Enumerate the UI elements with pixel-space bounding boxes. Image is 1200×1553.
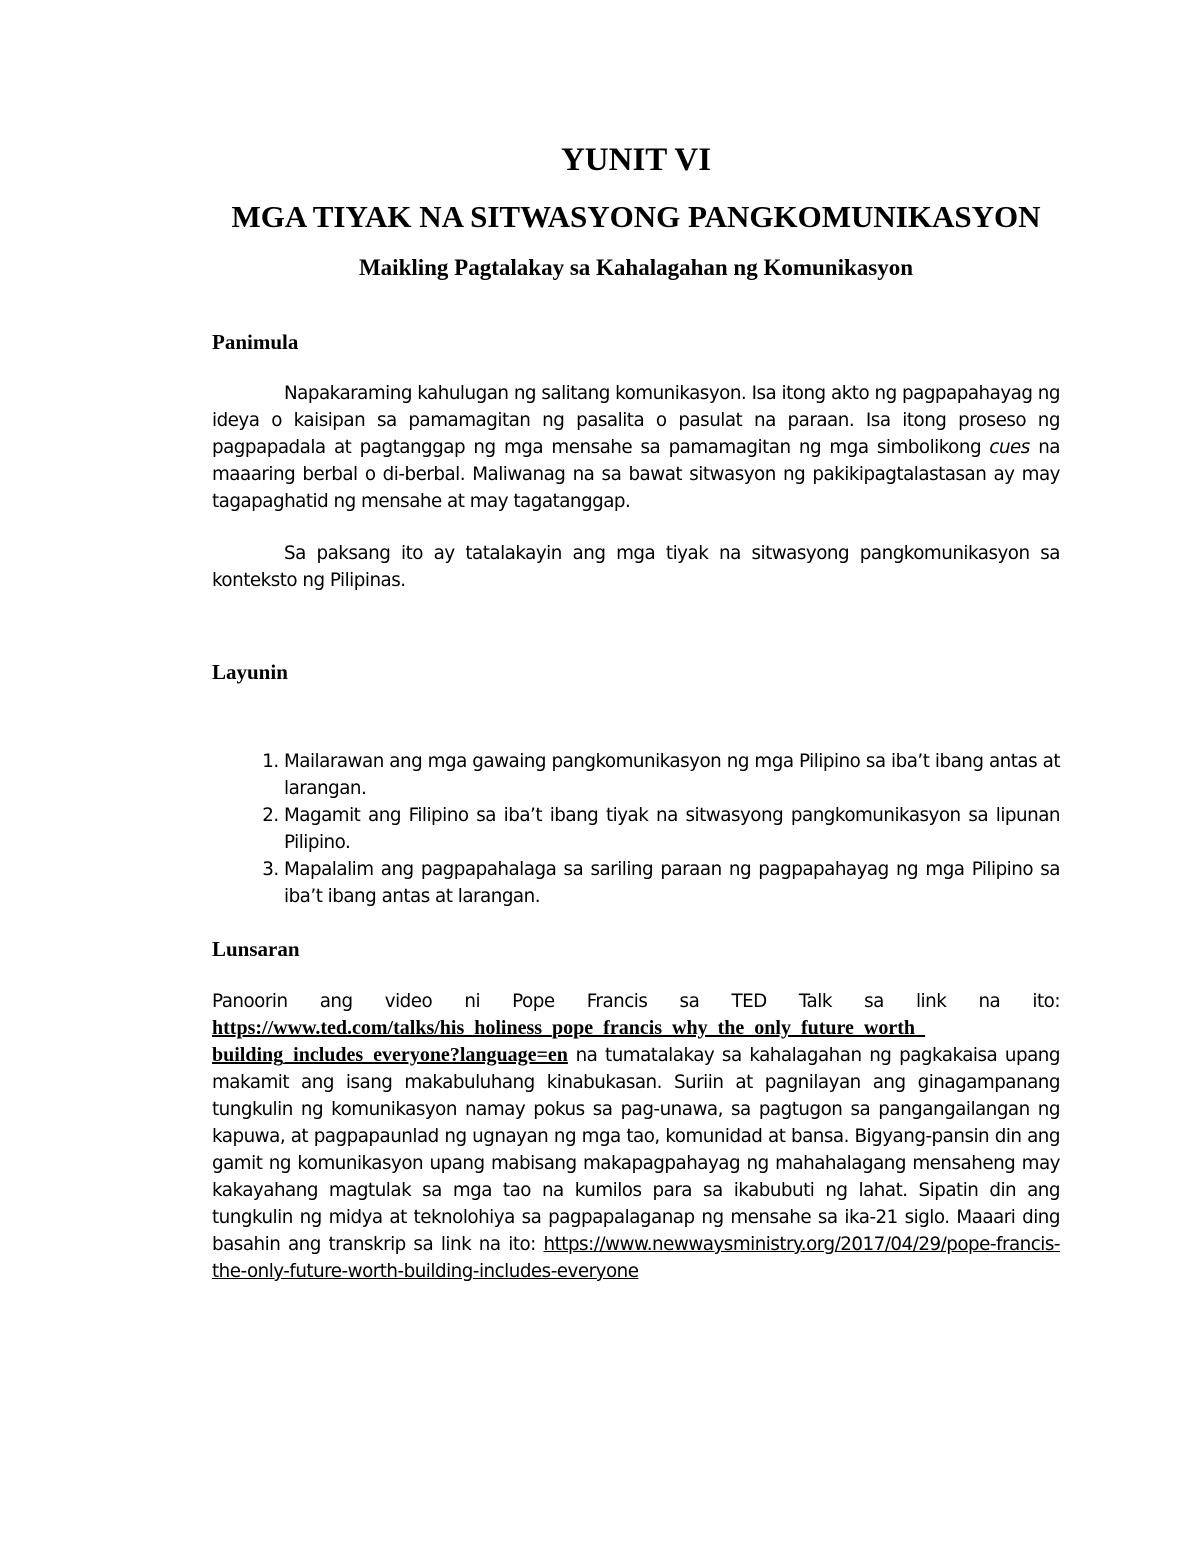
document-title: MGA TIYAK NA SITWASYONG PANGKOMUNIKASYON — [231, 199, 1041, 234]
panimula-text-end: na maaaring berbal o di-berbal. Maliwanag na sa bawat sitwasyon ng pakikipagtalastasan ay may tagapaghatid ng mensahe at may tagatanggap. — [212, 437, 1060, 512]
lunsaran-heading: Lunsaran — [212, 937, 300, 961]
panimula-paragraph-2: Sa paksang ito ay tatalakayin ang mga tiyak na sitwasyong pangkomunikasyon sa konteksto ng Pilipinas. — [212, 543, 1060, 591]
cues-term: cues — [989, 437, 1030, 458]
panimula-paragraph-1 — [212, 380, 1060, 515]
lunsaran-intro: Panoorin ang video ni Pope Francis sa TED Talk sa link na ito: — [212, 991, 1060, 1012]
document-page — [212, 140, 1060, 1285]
list-item: 1. Mailarawan ang mga gawaing pangkomunikasyon ng mga Pilipino sa iba’t ibang antas at larangan. — [284, 748, 1060, 802]
lunsaran-body: na tumatalakay sa kahalagahan ng pagkakaisa upang makamit ang isang makabuluhang kinabukasan. Suriin at pagnilayan ang ginagampanang tungkulin ng komunikasyon namay pokus sa pag-unawa, sa pagtugon sa pangangailangan ng kapuwa, at pagpapaunlad ng ugnayan ng mga tao, komunidad at bansa. Bigyang-pansin din ang gamit ng komunikasyon upang mabisang makapagpahayag ng mahahalagang mensaheng may kakayahang magtulak sa mga tao na kumilos para sa ikabubuti ng lahat. Sipatin din ang tungkulin ng midya at teknolohiya sa pagpapalaganap ng mensahe sa ika-21 siglo. Maaari ding basahin ang transkrip sa link na ito: — [212, 1045, 1060, 1255]
ted-talk-link[interactable]: https://www.ted.com/talks/his_holiness_pope_francis_why_the_only_future_worth_ building_includes_everyone?language=en — [212, 1017, 926, 1066]
list-item: 3. Mapalalim ang pagpapahalaga sa sariling paraan ng pagpapahayag ng mga Pilipino sa iba’t ibang antas at larangan. — [284, 856, 1060, 910]
layunin-heading: Layunin — [212, 660, 288, 684]
layunin-list — [212, 748, 1060, 910]
list-item: 2. Magamit ang Filipino sa iba’t ibang tiyak na sitwasyong pangkomunikasyon sa lipunan Pilipino. — [284, 802, 1060, 856]
panimula-text-start: Napakaraming kahulugan ng salitang komunikasyon. Isa itong akto ng pagpapahayag ng ideya o kaisipan sa pamamagitan ng pasalita o pasulat na paraan. Isa itong proseso ng pagpapadala at pagtanggap ng mga mensahe sa pamamagitan ng mga simbolikong — [212, 383, 1060, 458]
document-subtitle: Maikling Pagtalakay sa Kahalagahan ng Komunikasyon — [358, 255, 914, 280]
lunsaran-paragraph — [212, 988, 1060, 1285]
panimula-heading: Panimula — [212, 330, 299, 354]
unit-heading: YUNIT VI — [560, 142, 712, 178]
transcript-link[interactable]: https://www.newwaysministry.org/2017/04/29/pope-francis-the-only-future-worth-building-includes-everyone — [212, 1234, 1060, 1282]
